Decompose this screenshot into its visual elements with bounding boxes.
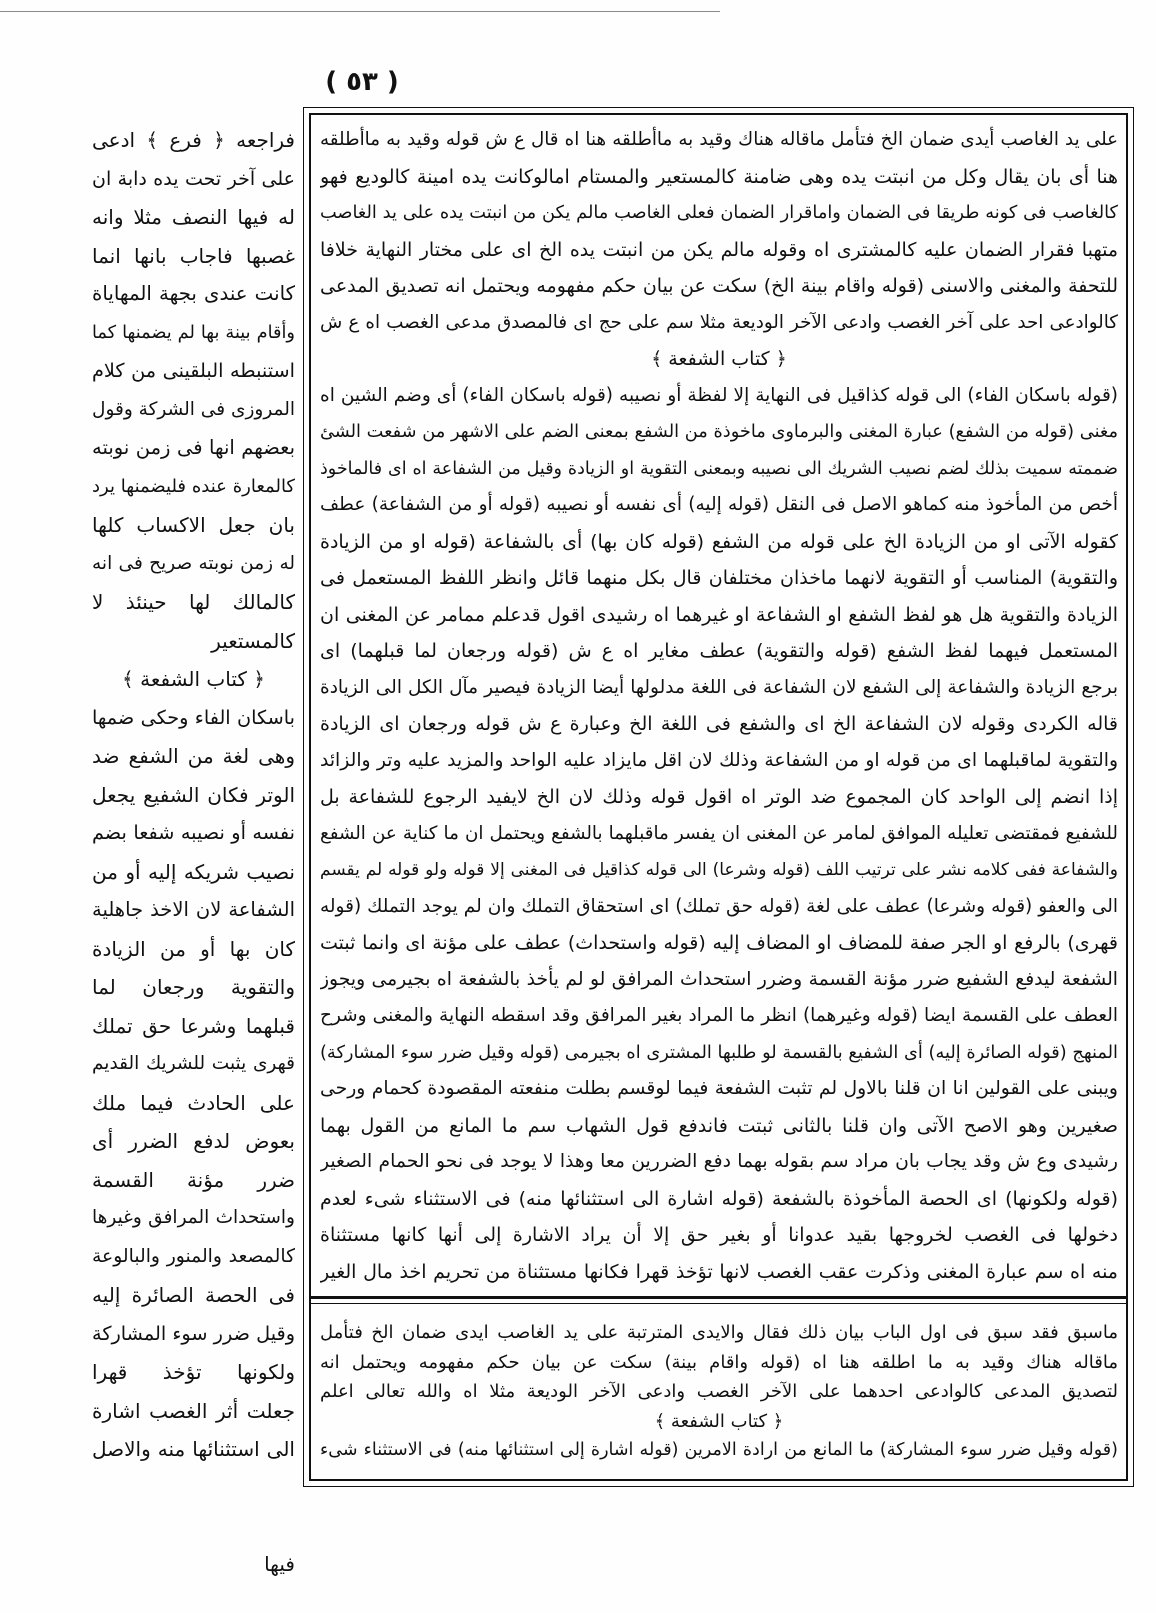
main-text-line: (قوله باسكان الفاء) الى قوله كذاقيل فى النهاية إلا لفظة أو نصيبه (قوله باسكان الفاء) أى وضم الشين اه	[320, 384, 1118, 406]
margin-line: غصبها فاجاب بانها انما	[92, 243, 295, 268]
margin-line: كالمعارة عنده فليضمنها يرد	[92, 475, 295, 497]
footnote-text-line: (قوله وقيل ضرر سوء المشاركة) ما المانع من ارادة الامرين (قوله اشارة إلى استثنائها منه) فى الاستثناء شىء	[320, 1440, 1118, 1460]
main-text-line: للتحفة والمغنى والاسنى (قوله واقام بينة الخ) سكت عن بيان حكم مفهومه ويحتمل انه تصديق المدعى	[320, 275, 1118, 297]
main-text-line: (قوله ولكونها) اى الحصة المأخوذة بالشفعة (قوله اشارة الى استثنائها منه) فى الاستثناء شىء لعدم	[320, 1187, 1118, 1210]
margin-line: بعضهم انها فى زمن نوبته	[92, 436, 295, 459]
margin-line: على آخر تحت يده دابة ان	[92, 167, 295, 190]
main-text-line: متهبا فقرار الضمان عليه كالمشترى اه وقوله مالم يكن من انبتت يده الخ اى على مختار النهاية خلافا	[320, 238, 1118, 261]
main-text-line: العطف على القسمة ايضا (قوله وغيرهما) انظر ما المراد بغير المرافق وقد اسقطه النهاية والمغنى وشرح	[320, 1005, 1118, 1026]
main-text-line: المنهج (قوله الصائرة إليه) أى الشفيع بالقسمة لو طلبها المشترى اه بجيرمى (قوله وقيل ضرر سوء المشاركة)	[320, 1042, 1118, 1063]
margin-line: له زمن نوبته صريح فى انه	[92, 552, 295, 574]
main-text-line: المستعمل فيهما لفظ الشفع (قوله والتقوية) عطف مغاير اه ع ش (قوله ورجعان لما قبلهما) اى	[320, 640, 1118, 662]
margin-line: بعوض لدفع الضرر أى	[92, 1129, 295, 1153]
main-text-line: برجع الزيادة والشفاعة إلى الشفع لان الشفاعة فى اللغة مدلولها أيضا الزيادة فيصير مآل الكل الى الزيادة	[320, 676, 1118, 698]
margin-line: الى استثنائها منه والاصل	[92, 1437, 295, 1461]
main-text-line: صغيرين وهو الاصح الآتى وان قلنا بالثانى ثبتت فاندفع قول الشهاب سم ما المانع من القول بهما	[320, 1114, 1118, 1137]
main-text-line: قاله الكردى وقوله لان الشفاعة الخ اى والشفع فى اللغة الخ وعبارة ع ش قوله ورجعان اى الزيادة	[320, 713, 1118, 735]
section-divider	[309, 1296, 1128, 1299]
main-text-line: الى والعفو (قوله وشرعا) عطف على لغة (قوله حق تملك) اى استحقاق التملك وان لم يوجد التملك (قوله	[320, 895, 1118, 917]
footnote-text-line: لتصديق المدعى كالوادعى احدهما على الآخر الغصب وادعى الآخر الوديعة مثلا اه والله تعالى اعلم	[320, 1381, 1118, 1402]
main-text-line: كقوله الآتى او من الزيادة الخ على قوله من الشفع (قوله كان بها) أى بالشفاعة (قوله او من الزيادة	[320, 530, 1118, 553]
main-text-line: منه اه سم عبارة المغنى وذكرت عقب الغصب لانها تؤخذ قهرا فكانها مستثناة من تحريم اخذ مال الغير	[320, 1260, 1118, 1283]
margin-line: استنبطه البلقينى من كلام	[92, 359, 295, 382]
main-text-line: كالغاصب فى كونه طريقا فى الضمان واماقرار الضمان فعلى الغاصب مالم يكن من انبتت يده على يد الغاصب	[320, 203, 1118, 223]
margin-line: على الحادث فيما ملك	[92, 1090, 295, 1115]
margin-line: فى الحصة الصائرة إليه	[92, 1283, 295, 1307]
main-text-line: الشفعة ليدفع الشفيع ضرر مؤنة القسمة وضرر استحداث المرافق لو لم يأخذ بالشفعة اه بجيرمى ويجوز	[320, 968, 1118, 990]
main-text-line: ويبنى على القولين انا ان قلنا بالاول لم تثبت الشفعة فيما لوقسم بطلت منفعته المقصودة كحمام ورحى	[320, 1078, 1118, 1099]
page-number: ( ٥٣ )	[325, 67, 399, 97]
scan-edge-line	[0, 11, 720, 12]
margin-line: قبلهما وشرعا حق تملك	[92, 1013, 295, 1038]
margin-line: كان بها أو من الزيادة	[92, 936, 295, 961]
main-text-upper	[320, 122, 1118, 1290]
margin-line: قهرى يثبت للشريك القديم	[92, 1053, 295, 1074]
main-text-line: للشفيع فمقتضى تعليله الموافق لمامر عن المغنى ان يفسر ماقبلهما بالشفع ويحتمل ان ما كناية عن الشفع	[320, 822, 1118, 844]
margin-line: وقيل ضرر سوء المشاركة	[92, 1321, 295, 1345]
main-text-line: أخص من المأخوذ منه كماهو الاصل فى النقل (قوله إليه) أى نفسه أو نصيبه (قوله أو من الشفاعة) عطف	[320, 494, 1118, 515]
margin-line: والتقوية ورجعان لما	[92, 975, 295, 999]
main-text-line: هنا أى بان يقال وكل من انبتت يده وهى ضامنة كالمستعير والمستام امالوكانت يده امينة كالوديع فهو	[320, 165, 1118, 188]
margin-line: وهى لغة من الشفع ضد	[92, 744, 295, 768]
footnote-section-heading: ﴿ كتاب الشفعة ﴾	[654, 1410, 784, 1432]
main-text-line: ضممته سميت بذلك لضم نصيب الشريك الى نصيبه وبمعنى التقوية او الزيادة وقيل من الشفاعة اه اى فالماخوذ	[320, 458, 1118, 479]
main-text-line: على يد الغاصب أيدى ضمان الخ فتأمل ماقاله هناك وقيد به ماأطلقه هنا اه قال ع ش قوله وقيد به ماأطلقه	[320, 129, 1118, 150]
margin-line: الشفاعة لان الاخذ جاهلية	[92, 898, 295, 921]
margin-line: ولكونها تؤخذ قهرا	[92, 1360, 295, 1384]
margin-line: كانت عندى بجهة المهاياة	[92, 282, 295, 305]
margin-line: جعلت أثر الغصب اشارة	[92, 1398, 295, 1423]
main-text-line: كالوادعى احد على آخر الغصب وادعى الآخر الوديعة مثلا سم على حج اى فالمصدق مدعى الغصب اه ع ش	[320, 311, 1118, 333]
section-divider	[309, 1303, 1128, 1304]
margin-line: وأقام بينة بها لم يضمنها كما	[92, 322, 295, 343]
margin-line: كالمصعد والمنور والبالوعة	[92, 1245, 295, 1267]
margin-section-heading: ﴿ كتاب الشفعة ﴾	[122, 667, 265, 691]
main-text-lower	[320, 1318, 1118, 1466]
main-text-line: الزيادة والتقوية هل هو لفظ الشفع او الشفاعة او غيرهما اه رشيدى اقول قدعلم ممامر عن المغنى ان	[320, 603, 1118, 626]
margin-line: باسكان الفاء وحكى ضمها	[92, 705, 295, 729]
margin-line: واستحداث المرافق وغيرها	[92, 1207, 295, 1228]
margin-line: المروزى فى الشركة وقول	[92, 398, 295, 420]
main-text-line: مغنى (قوله من الشفع) عبارة المغنى والبرماوى ماخوذة من الشفع بمعنى الضم على الاشهر من شفعت الشئ	[320, 422, 1118, 442]
footnote-text-line: ماسبق فقد سبق فى اول الباب بيان ذلك فقال والايدى المترتبة على يد الغاصب ايدى ضمان الخ فتأمل	[320, 1322, 1118, 1343]
margin-line: الوتر فكان الشفيع يجعل	[92, 782, 295, 807]
main-text-line: إذا انضم إلى الواحد كان المجموع ضد الوتر اه اقول قوله وذلك لان الخ لايفيد الرجوع للشفاعة بل	[320, 786, 1118, 808]
footnote-text-line: ماقاله هناك وقيد به ما اطلقه هنا اه (قوله واقام بينة) سكت عن بيان حكم مفهومه ويحتمل انه	[320, 1351, 1118, 1373]
catchword: فيها	[264, 1552, 295, 1576]
margin-line: نصيب شريكه إليه أو من	[92, 859, 295, 884]
margin-line: كالمستعير	[211, 628, 295, 653]
main-text-line: والتقوية) المناسب أو التقوية لانهما ماخذان مختلفان قال بكل منهما قائل وانظر اللفظ المستعمل فى	[320, 567, 1118, 589]
main-text-line: والتقوية لماقبلهما اى من قوله او من الشفاعة وذلك لان اقل مايزاد عليه الواحد والمزيد عليه وتر والزائد	[320, 749, 1118, 771]
margin-line: ضرر مؤنة القسمة	[92, 1167, 295, 1192]
main-text-line: والشفاعة ففى كلامه نشر على ترتيب اللف (قوله وشرعا) الى قوله كذاقيل فى المغنى إلا قوله ولو قوله لم يقسم	[320, 860, 1118, 880]
main-text-line: قهرى) بالرفع او الجر صفة للمضاف او المضاف إليه (قوله واستحداث) عطف على مؤنة اى وانما ثبتت	[320, 932, 1118, 954]
main-section-heading: ﴿ كتاب الشفعة ﴾	[651, 348, 787, 370]
margin-commentary-column	[92, 121, 295, 1469]
margin-line: نفسه أو نصيبه شفعا بضم	[92, 821, 295, 844]
margin-line: فراجعه ﴿ فرع ﴾ ادعى	[92, 128, 295, 152]
margin-line: بان جعل الاكساب كلها	[92, 513, 295, 537]
main-text-line: دخولها فى الغصب لخروجها بقيد عدوانا أو بغير حق إلا أن يراد الاشارة إلى أنها كانها مستثناة	[320, 1224, 1118, 1246]
main-text-line: رشيدى وع ش وقد يجاب بان مراد سم بقوله بهما دفع الضررين معا وهذا لا يوجد فى نحو الحمام الصغير	[320, 1151, 1118, 1172]
margin-line: كالمالك لها حينئذ لا	[92, 590, 295, 614]
margin-line: له فيها النصف مثلا وانه	[92, 205, 295, 229]
